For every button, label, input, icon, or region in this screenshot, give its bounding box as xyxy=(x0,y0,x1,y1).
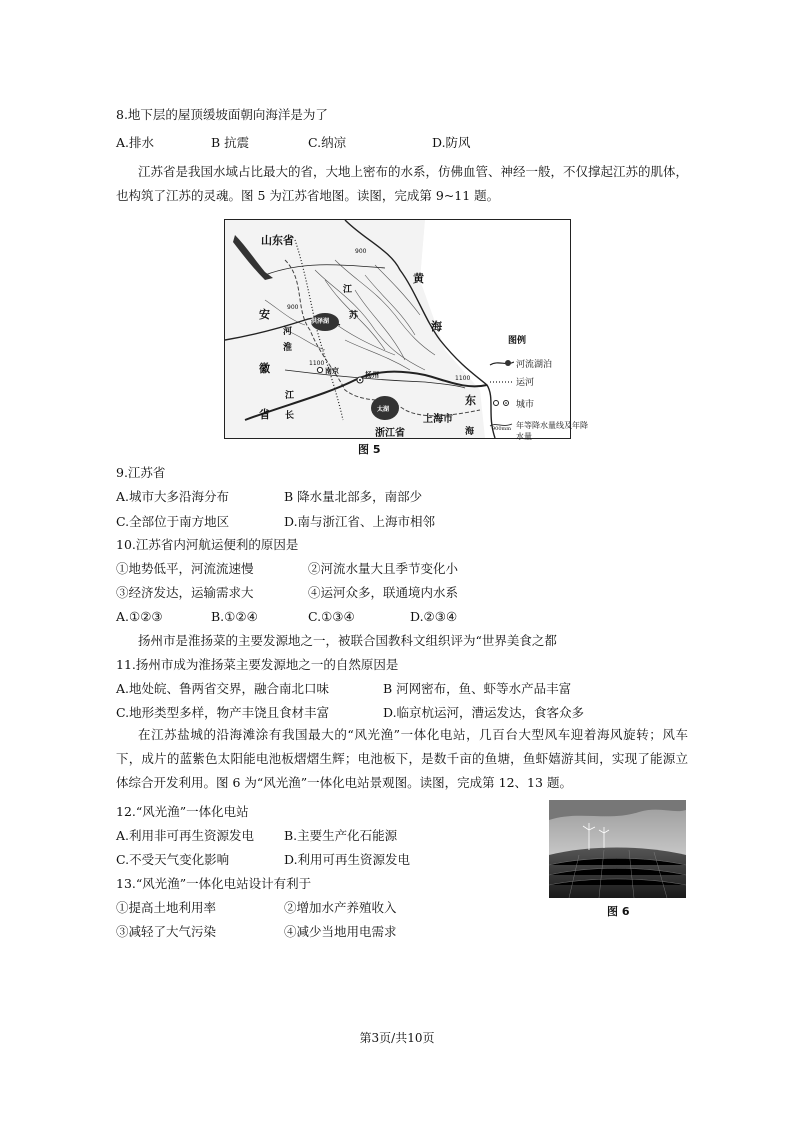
q8-option-a: A.排水 xyxy=(116,135,155,150)
figure6-caption: 图 6 xyxy=(607,905,630,918)
map-label-jiang: 江 xyxy=(343,285,353,295)
map-label-an: 安 xyxy=(259,308,270,321)
q10-option-d: D.②③④ xyxy=(410,609,458,624)
map-label-huang: 黄 xyxy=(413,272,424,285)
q12-option-d: D.利用可再生资源发电 xyxy=(284,852,411,867)
page-footer: 第3页/共10页 xyxy=(359,1031,435,1045)
q10-stem: 10.江苏省内河航运便利的原因是 xyxy=(116,537,299,552)
legend-rivers: 河流湖泊 xyxy=(516,360,553,370)
q11-option-d: D.临京杭运河，漕运发达，食客众多 xyxy=(383,705,585,720)
q10-item-2: ②河流水量大且季节变化小 xyxy=(308,561,459,576)
q13-stem: 13.“风光渔”一体化电站设计有利于 xyxy=(116,876,312,891)
map-iso-1100a: 1100 xyxy=(309,360,325,367)
q13-item-1: ①提高土地利用率 xyxy=(116,900,217,915)
map-iso-1100b: 1100 xyxy=(455,375,471,382)
q10-item-4: ④运河众多，联通境内水系 xyxy=(308,585,459,600)
q8-option-b: B 抗震 xyxy=(211,135,250,150)
q12-stem: 12.“风光渔”一体化电站 xyxy=(116,804,249,819)
legend-title: 图例 xyxy=(508,336,527,346)
map-label-he: 河 xyxy=(283,327,293,337)
solar-wind-scene xyxy=(549,800,686,898)
q8-option-c: C.纳凉 xyxy=(308,135,347,150)
fengguangyu-photo xyxy=(549,800,686,898)
q13-item-3: ③减轻了大气污染 xyxy=(116,924,217,939)
map-label-hui: 徽 xyxy=(259,362,270,375)
map-label-zhejiang: 浙江省 xyxy=(375,428,405,439)
q10-option-a: A.①②③ xyxy=(116,609,163,624)
jiangsu-intro: 江苏省是我国水域占比最大的省，大地上密布的水系，仿佛血管、神经一般，不仅撑起江苏的肌体，也构筑了江苏的灵魂。图 5 为江苏省地图。读图，完成第 9~11 题。 xyxy=(116,164,689,203)
q10-item-3: ③经济发达，运输需求大 xyxy=(116,585,254,600)
q9-stem: 9.江苏省 xyxy=(116,465,166,480)
legend-canal: 运河 xyxy=(516,378,535,388)
q11-option-c: C.地形类型多样，物产丰饶且食材丰富 xyxy=(116,705,330,720)
map-label-huai: 淮 xyxy=(283,343,293,353)
map-label-su: 苏 xyxy=(349,311,359,321)
figure5-caption: 图 5 xyxy=(358,443,381,456)
map-label-hai2: 海 xyxy=(465,427,475,437)
map-legend xyxy=(488,332,588,442)
q9-option-a: A.城市大多沿海分布 xyxy=(116,489,230,504)
q12-option-b: B.主要生产化石能源 xyxy=(284,828,398,843)
q11-stem: 11.扬州市成为淮扬菜主要发源地之一的自然原因是 xyxy=(116,657,399,672)
map-label-jiang2: 江 xyxy=(285,391,295,401)
map-label-hai: 海 xyxy=(431,320,442,333)
map-label-dong: 东 xyxy=(465,394,476,407)
q10-option-b: B.①②④ xyxy=(211,609,258,624)
yancheng-intro: 在江苏盐城的沿海滩涂有我国最大的“风光渔”一体化电站，几百台大型风车迎着海风旋转；风车下，成片的蓝紫色太阳能电池板熠熠生辉；电池板下，是数千亩的鱼塘，鱼虾嬉游其间，实现了能源立体综合开发利用。图 6 为“风光渔”一体化电站景观图。读图，完成第 12、13 题。 xyxy=(116,727,688,790)
q11-option-b: B 河网密布，鱼、虾等水产品丰富 xyxy=(383,681,572,696)
map-label-taihu: 太湖 xyxy=(377,406,390,413)
q9-option-c: C.全部位于南方地区 xyxy=(116,514,230,529)
map-label-sheng: 省 xyxy=(259,408,270,421)
q9-option-d: D.南与浙江省、上海市相邻 xyxy=(284,514,436,529)
q8-option-d: D.防风 xyxy=(432,135,471,150)
q12-option-c: C.不受天气变化影响 xyxy=(116,852,230,867)
q10-option-c: C.①③④ xyxy=(308,609,355,624)
q10-item-1: ①地势低平，河流流速慢 xyxy=(116,561,254,576)
map-label-yangzhou: 扬州 xyxy=(365,371,379,379)
map-label-shandong: 山东省 xyxy=(261,234,294,247)
q13-item-4: ④减少当地用电需求 xyxy=(284,924,397,939)
map-label-chang: 长 xyxy=(285,411,295,421)
yangzhou-intro: 扬州市是淮扬菜的主要发源地之一，被联合国教科文组织评为“世界美食之都 xyxy=(138,633,557,648)
map-iso-900b: 900 xyxy=(287,304,299,311)
legend-isoline: 年等降水量线及年降水量 xyxy=(516,421,588,441)
q11-option-a: A.地处皖、鲁两省交界，融合南北口味 xyxy=(116,681,330,696)
q8-stem: 8.地下层的屋顶缓坡面朝向海洋是为了 xyxy=(116,107,328,122)
legend-city: 城市 xyxy=(516,400,535,410)
legend-iso-sample: 900mm xyxy=(492,426,512,432)
q12-option-a: A.利用非可再生资源发电 xyxy=(116,828,255,843)
q9-option-b: B 降水量北部多，南部少 xyxy=(284,489,423,504)
map-iso-900a: 900 xyxy=(355,248,367,255)
map-label-nanjing: 南京 xyxy=(325,367,339,375)
map-label-hongzehu: 洪泽湖 xyxy=(311,318,330,325)
q13-item-2: ②增加水产养殖收入 xyxy=(284,900,397,915)
map-label-shanghai: 上海市 xyxy=(423,414,453,425)
